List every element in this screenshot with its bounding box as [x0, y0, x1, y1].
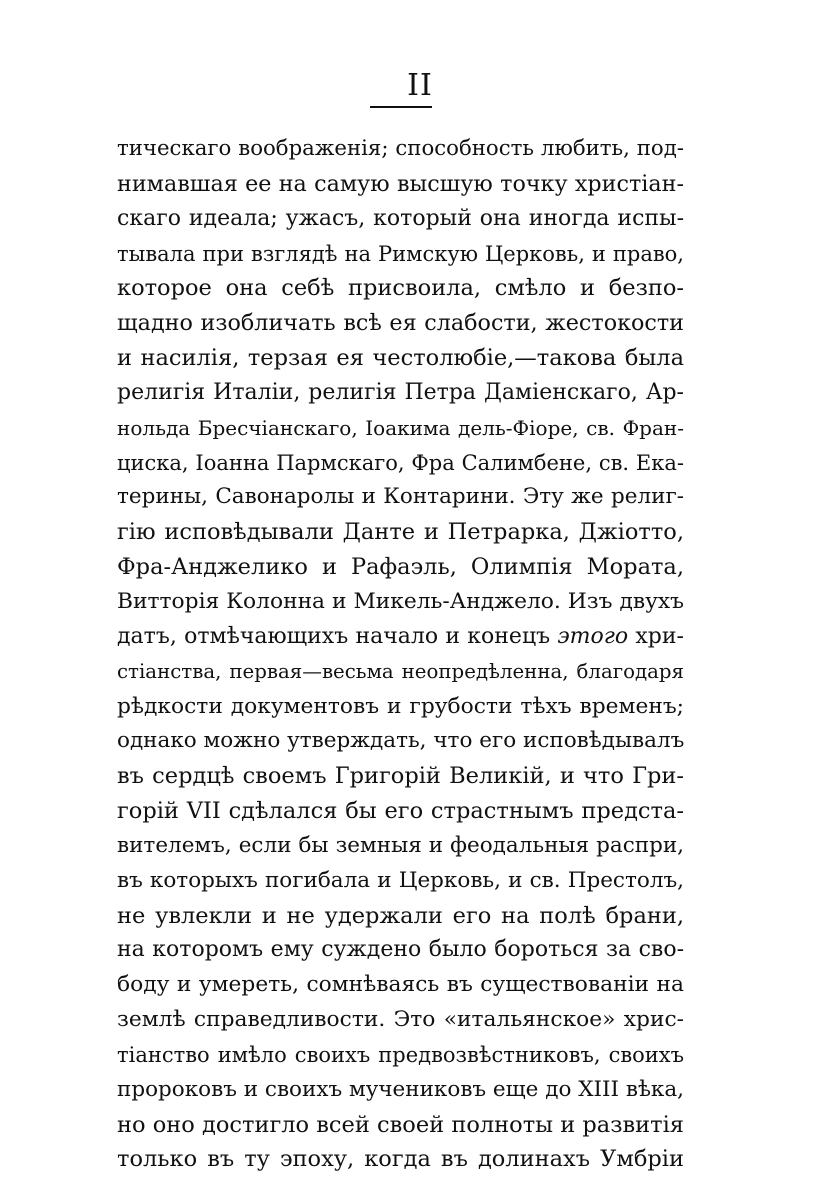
text-line: терины, Савонаролы и Контарини. Эту же религ-: [117, 484, 684, 510]
text-line: боду и умереть, сомнѣваясь въ существованіи на: [117, 972, 684, 998]
text-line: тическаго воображенія; способность любить, под-: [117, 136, 684, 161]
text-line: нольда Бресчіанскаго, Іоакима дель-Фіоре, св. Фран-: [117, 415, 684, 440]
text-line: не увлекли и не удержали его на полѣ брани,: [117, 902, 684, 929]
text-line: и насилія, терзая ея честолюбіе,—такова была: [117, 345, 684, 372]
header-rule: [370, 106, 432, 108]
text-line: вителемъ, если бы земныя и феодальныя распри,: [117, 832, 684, 858]
text-line: скаго идеала; ужасъ, который она иногда испы-: [117, 205, 684, 231]
text-line: Витторія Колонна и Микель-Анджело. Изъ двухъ: [117, 588, 684, 614]
text-line: щадно изобличать всѣ ея слабости, жестокости: [117, 310, 684, 337]
body-text: [117, 132, 684, 1177]
text-line: пророковъ и своихъ мучениковъ еще до XIII вѣка,: [117, 1076, 684, 1102]
text-line-with-emphasis: [117, 620, 684, 655]
text-line: но оно достигло всей своей полноты и развитія: [117, 1111, 684, 1138]
text-line: которое она себѣ присвоила, смѣло и безпо-: [117, 275, 684, 302]
text-line: горій VII сдѣлался бы его страстнымъ предста-: [117, 798, 684, 825]
text-line: Фра-Анджелико и Рафаэль, Олимпія Мората,: [117, 554, 684, 581]
text-line: рѣдкости документовъ и грубости тѣхъ временъ;: [117, 693, 684, 719]
text-line: нимавшая ее на самую высшую точку христіан-: [117, 170, 684, 197]
text-line: циска, Іоанна Пармскаго, Фра Салимбене, св. Ека-: [117, 450, 684, 475]
text-line: только въ ту эпоху, когда въ долинахъ Умбріи: [117, 1146, 684, 1173]
text-line: тывала при взглядѣ на Римскую Церковь, и право,: [117, 241, 684, 266]
text-segment: датъ, отмѣчающихъ начало и конецъ: [117, 623, 558, 649]
text-line: стіанства, первая—весьма неопредѣленна, благодаря: [117, 659, 684, 683]
text-line: въ которыхъ погибала и Церковь, и св. Престолъ,: [117, 867, 684, 893]
page-number: II: [407, 68, 433, 103]
text-line: религія Италіи, религія Петра Даміенскаго, Ар-: [117, 379, 684, 405]
text-line: однако можно утверждать, что его исповѣдывалъ: [117, 728, 684, 754]
text-segment: хри-: [628, 623, 684, 649]
text-line: въ сердцѣ своемъ Григорій Великій, и что Гри-: [117, 763, 684, 790]
emphasized-word: этого: [557, 623, 629, 649]
text-line: землѣ справедливости. Это «итальянское» хрис-: [117, 1007, 684, 1033]
text-line: гію исповѣдывали Данте и Петрарка, Джіотто,: [117, 519, 684, 546]
text-line: тіанство имѣло своихъ предвозвѣстниковъ, своихъ: [117, 1042, 684, 1067]
text-line: на которомъ ему суждено было бороться за сво-: [117, 937, 684, 963]
